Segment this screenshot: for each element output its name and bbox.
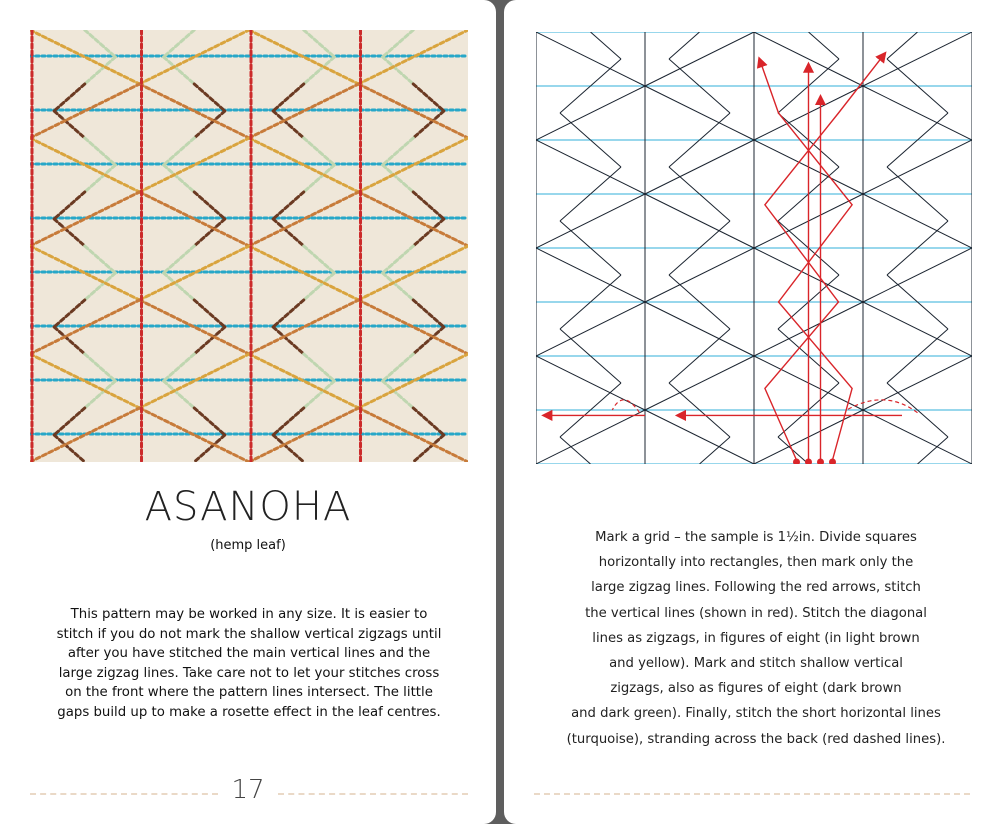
stitch-pattern-diagram: [536, 32, 972, 464]
page-number: 17: [231, 775, 265, 805]
instruction-line: large zigzag lines. Following the red arrows, stitch: [591, 580, 921, 596]
left-description-line: This pattern may be worked in any size. It is easier to: [70, 607, 428, 622]
embroidery-sample-photo: [30, 30, 468, 462]
footer-rule-right: [278, 793, 468, 795]
pattern-subtitle: (hemp leaf): [210, 538, 286, 553]
instruction-line: Mark a grid – the sample is 1½in. Divide squares: [595, 530, 917, 545]
instruction-line: zigzags, also as figures of eight (dark brown: [610, 681, 902, 697]
instruction-line: horizontally into rectangles, then mark only the: [598, 555, 914, 571]
pattern-title: ASANOHA: [144, 484, 352, 530]
left-description-line: stitch if you do not mark the shallow vertical zigzags until: [56, 626, 442, 642]
left-description-line: large zigzag lines. Take care not to let your stitches cross: [58, 665, 440, 681]
instruction-line: and yellow). Mark and stitch shallow vertical: [609, 656, 903, 672]
footer-rule: [534, 793, 970, 795]
left-description: [30, 605, 468, 722]
instruction-line: the vertical lines (shown in red). Stitch the diagonal: [585, 605, 927, 621]
left-description-line: on the front where the pattern lines intersect. The little: [65, 685, 433, 700]
instruction-line: (turquoise), stranding across the back (red dashed lines).: [566, 731, 946, 747]
left-description-line: gaps build up to make a rosette effect in the leaf centres.: [57, 704, 441, 720]
instruction-line: lines as zigzags, in figures of eight (in light brown: [592, 630, 920, 646]
right-instructions: [538, 525, 974, 752]
left-page: [0, 0, 496, 824]
instruction-line: and dark green). Finally, stitch the short horizontal lines: [571, 706, 941, 722]
right-page: [504, 0, 1000, 824]
left-description-line: after you have stitched the main vertical lines and the: [67, 646, 431, 661]
